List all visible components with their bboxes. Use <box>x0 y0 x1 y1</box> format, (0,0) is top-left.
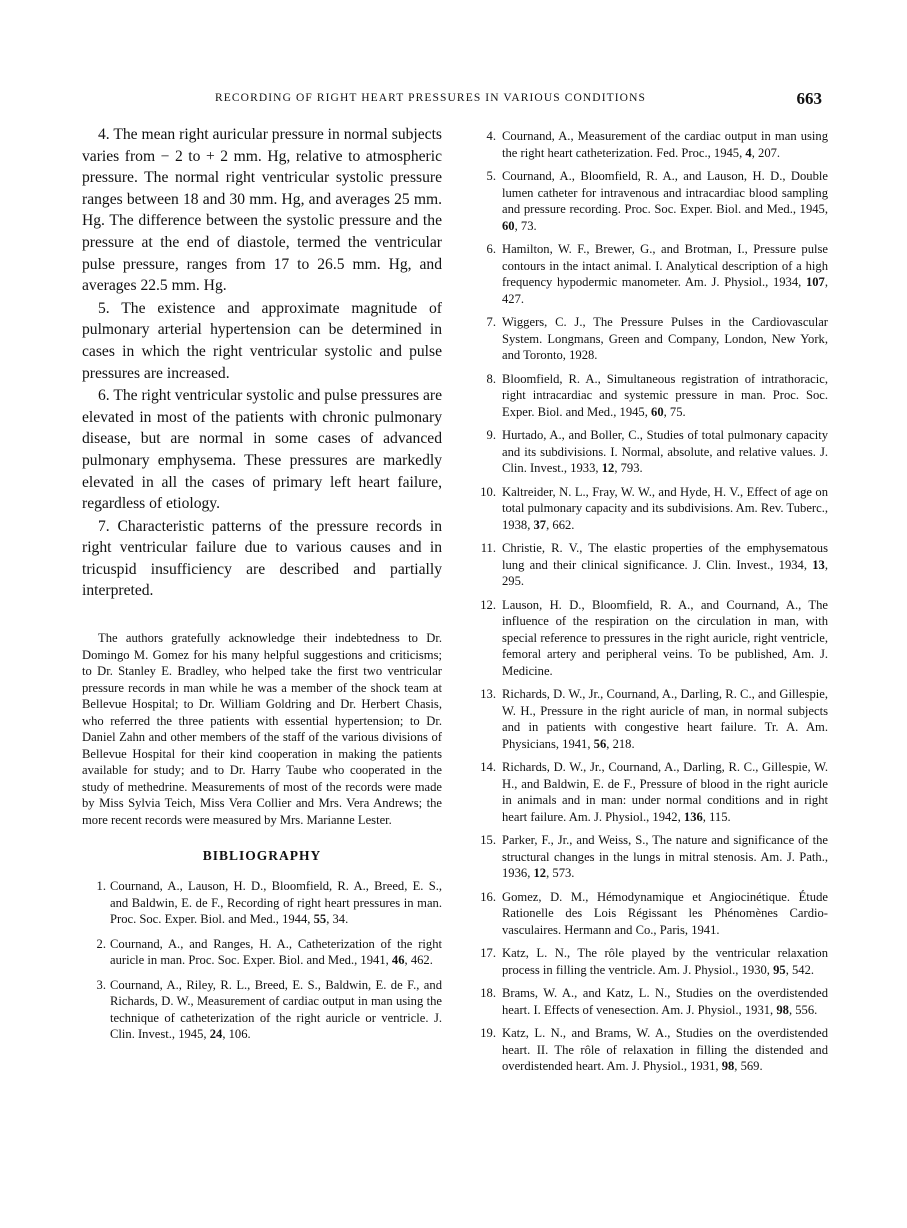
reference-item: 15. Parker, F., Jr., and Weiss, S., The nature and significance of the structural changes in the lungs in mitral stenosis. Am. J. Path., 1936, 12, 573. <box>480 833 828 880</box>
reference-item: 13. Richards, D. W., Jr., Cournand, A., Darling, R. C., and Gillespie, W. H., Pressure in the right auricle of man, in normal subjects and in patients with congestive heart failure. Tr. A. Am. Physicians, 1941, 56, 218. <box>480 687 828 751</box>
reference-item: 18. Brams, W. A., and Katz, L. N., Studies on the overdistended heart. I. Effects of venesection. Am. J. Physiol., 1931, 98, 556. <box>480 986 828 1017</box>
reference-item: 1. Cournand, A., Lauson, H. D., Bloomfield, R. A., Breed, E. S., and Baldwin, E. de F., Recording of right heart pressures in man. Proc. Soc. Exper. Biol. and Med., 1944, 55, 34. <box>96 879 442 927</box>
left-column <box>82 124 442 1051</box>
reference-item: 4. Cournand, A., Measurement of the cardiac output in man using the right heart catheterization. Fed. Proc., 1945, 4, 207. <box>486 129 828 160</box>
reference-list-left <box>82 878 442 1043</box>
reference-item: 8. Bloomfield, R. A., Simultaneous registration of intrathoracic, right intracardiac and systemic pressure in man. Proc. Soc. Exper. Biol. and Med., 1945, 60, 75. <box>486 371 828 419</box>
reference-item: 12. Lauson, H. D., Bloomfield, R. A., and Cournand, A., The influence of the respiration on the circulation in man, with special reference to pressures in the right auricle, right ventricle, femoral artery and peripheral veins. To be published, Am. J. Medicine. <box>480 597 828 678</box>
summary-point-7: 7. Characteristic patterns of the pressure records in right ventricular failure due to various causes and in tricuspid insufficiency are described and partially interpreted. <box>82 517 442 600</box>
right-column <box>470 128 828 1082</box>
running-title: RECORDING OF RIGHT HEART PRESSURES IN VARIOUS CONDITIONS <box>215 92 646 104</box>
reference-item: 7. Wiggers, C. J., The Pressure Pulses in the Cardiovascular System. Longmans, Green and Company, London, New York, and Toronto, 1928. <box>486 315 828 362</box>
bibliography-heading: BIBLIOGRAPHY <box>202 848 322 864</box>
running-header <box>0 89 907 114</box>
summary-point-5: 5. The existence and approximate magnitude of pulmonary arterial hypertension can be determined in cases in which the right ventricular systolic and pulse pressures are increased. <box>82 299 442 382</box>
reference-item: 17. Katz, L. N., The rôle played by the ventricular relaxation process in filling the ventricle. Am. J. Physiol., 1930, 95, 542. <box>480 946 828 977</box>
reference-list-right <box>470 128 828 1075</box>
reference-item: 19. Katz, L. N., and Brams, W. A., Studies on the overdistended heart. II. The rôle of relaxation in filling the distended and overdistended heart. Am. J. Physiol., 1931, 98, 569. <box>480 1026 828 1073</box>
reference-item: 14. Richards, D. W., Jr., Cournand, A., Darling, R. C., Gillespie, W. H., and Baldwin, E. de F., Pressure of blood in the right auricle in animals and in man: under normal conditions and in right heart failure. Am. J. Physiol., 1942, 136, 115. <box>480 760 828 824</box>
reference-item: 16. Gomez, D. M., Hémodynamique et Angiocinétique. Étude Rationelle des Lois Régissant les Phénomènes Cardio-vasculaires. Hermann and Co., Paris, 1941. <box>480 889 828 937</box>
page-number: 663 <box>796 89 822 108</box>
acknowledgment: The authors gratefully acknowledge their indebtedness to Dr. Domingo M. Gomez for his many helpful suggestions and criticisms; to Dr. Stanley E. Bradley, who helped take the first two ventricular pressure records in man while he was a member of the shock team at Bellevue Hospital; to Dr. William Goldring and Dr. Herbert Chasis, who referred the three patients with essential hypertension; to Dr. Daniel Zahn and other members of the staff of the various divisions of Bellevue Hospital for their kind cooperation in making the patients available for study; and to Dr. Harry Taube who cooperated in the study of methedrine. Measurements of most of the records were made by Miss Sylvia Teich, Miss Vera Collier and Mrs. Vera Andrews; the more recent records were measured by Mrs. Marianne Lester. <box>82 631 442 827</box>
summary-point-4: 4. The mean right auricular pressure in normal subjects varies from − 2 to + 2 mm. Hg, relative to atmospheric pressure. The normal right ventricular systolic pressure ranges between 18 and 30 mm. Hg, and averages 25 mm. Hg. The difference between the systolic pressure and the pressure at the end of diastole, termed the ventricular pulse pressure, ranges from 17 to 26.5 mm. Hg, and averages 22.5 mm. Hg. <box>82 126 442 295</box>
reference-item: 11. Christie, R. V., The elastic properties of the emphysematous lung and their clinical significance. J. Clin. Invest., 1934, 13, 295. <box>480 541 828 588</box>
reference-item: 5. Cournand, A., Bloomfield, R. A., and Lauson, H. D., Double lumen catheter for intravenous and intracardiac blood sampling and pressure recording. Proc. Soc. Exper. Biol. and Med., 1945, 60, 73. <box>486 169 828 233</box>
reference-item: 10. Kaltreider, N. L., Fray, W. W., and Hyde, H. V., Effect of age on total pulmonary capacity and its subdivisions. Am. Rev. Tuberc., 1938, 37, 662. <box>480 484 828 532</box>
reference-item: 3. Cournand, A., Riley, R. L., Breed, E. S., Baldwin, E. de F., and Richards, D. W., Measurement of cardiac output in man using the technique of catheterization of the right auricle or ventricle. J. Clin. Invest., 1945, 24, 106. <box>96 977 442 1042</box>
summary-point-6: 6. The right ventricular systolic and pulse pressures are elevated in most of the patients with chronic pulmonary disease, but are normal in some cases of advanced pulmonary emphysema. These pressures are markedly elevated in all the cases of primary left heart failure, regardless of etiology. <box>82 387 442 513</box>
reference-item: 2. Cournand, A., and Ranges, H. A., Catheterization of the right auricle in man. Proc. Soc. Exper. Biol. and Med., 1941, 46, 462. <box>96 936 442 968</box>
reference-item: 9. Hurtado, A., and Boller, C., Studies of total pulmonary capacity and its subdivisions. I. Normal, absolute, and relative values. J. Clin. Invest., 1933, 12, 793. <box>486 428 828 475</box>
reference-item: 6. Hamilton, W. F., Brewer, G., and Brotman, I., Pressure pulse contours in the intact animal. I. Analytical description of a high frequency hypodermic manometer. Am. J. Physiol., 1934, 107, 427. <box>486 242 828 306</box>
